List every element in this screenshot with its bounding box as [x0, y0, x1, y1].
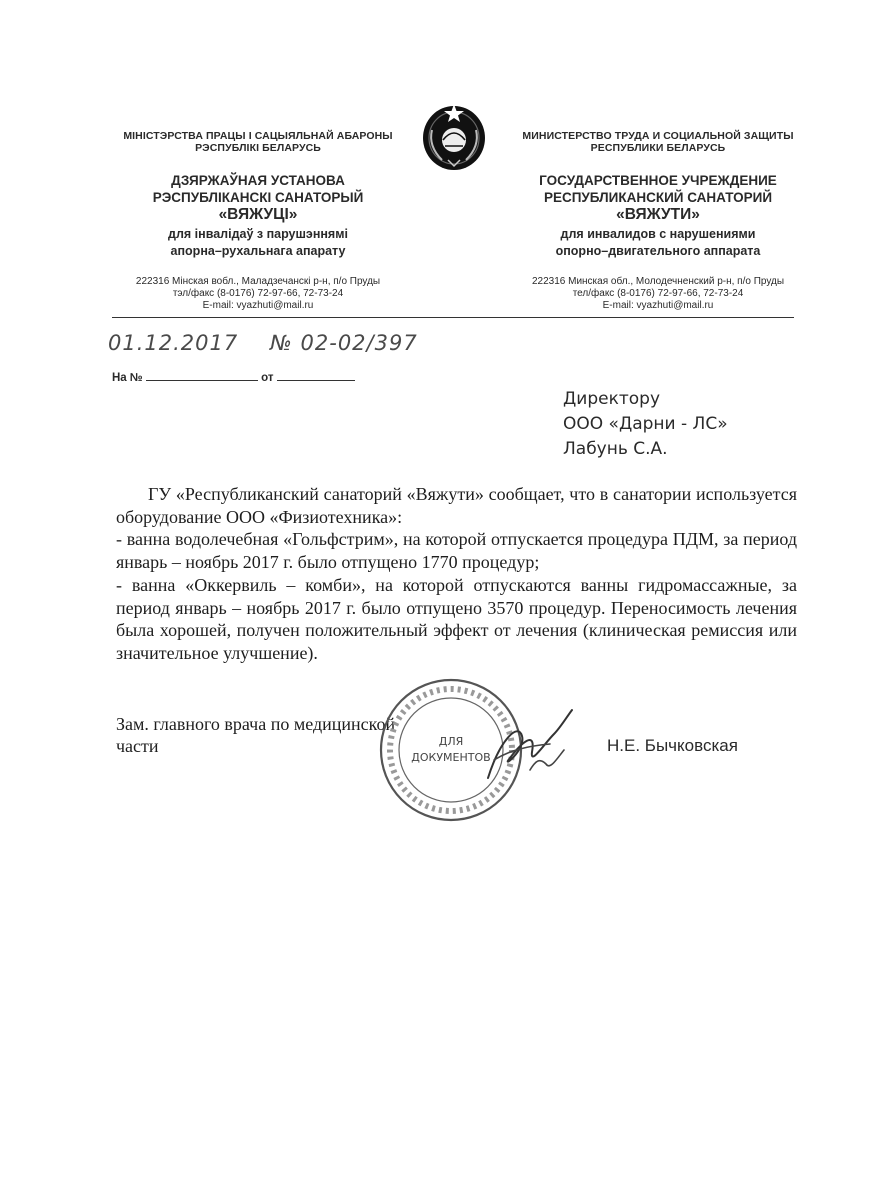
org-short-name: «ВЯЖУЦІ»	[218, 206, 298, 223]
addressee-company: ООО «Дарни - ЛС»	[563, 414, 728, 434]
email-line: E-mail: vyazhuti@mail.ru	[602, 300, 714, 311]
letter-body	[116, 483, 797, 665]
addressee-name: Лабунь С.А.	[563, 439, 668, 459]
org-purpose-line: для інвалідаў з парушэннямі	[168, 227, 348, 241]
equipment-item: - ванна «Оккервиль – комби», на которой отпускаются ванны гидромассажные, за период январь – ноябрь 2017 г. было отпущено 3570 процедур. Переносимость лечения была хорошей, получен положительный эффект от лечения (клиническая ремиссия или значительное улучшение).	[116, 574, 797, 663]
ministry-line: МІНІСТЭРСТВА ПРАЦЫ І САЦЫЯЛЬНАЙ АБАРОНЫ	[123, 130, 393, 142]
org-purpose-line: опорно–двигательного аппарата	[555, 244, 761, 258]
org-name-line: РЭСПУБЛІКАНСКІ САНАТОРЫЙ	[152, 190, 364, 205]
email-line: E-mail: vyazhuti@mail.ru	[202, 300, 314, 311]
state-emblem-icon	[418, 100, 490, 172]
position-line: части	[116, 736, 159, 756]
signatory-position	[116, 713, 395, 757]
address-line: 222316 Мінская вобл., Маладзечанскі р-н, п/о Пруды	[135, 276, 381, 287]
phone-line: тел/факс (8-0176) 72-97-66, 72-73-24	[572, 288, 744, 299]
org-name-line: ГОСУДАРСТВЕННОЕ УЧРЕЖДЕНИЕ	[539, 173, 777, 188]
stamp-text: ДОКУМЕНТОВ	[411, 751, 491, 764]
org-short-name: «ВЯЖУТИ»	[616, 206, 700, 223]
position-line: Зам. главного врача по медицинской	[116, 714, 396, 734]
ministry-line: РЕСПУБЛИКИ БЕЛАРУСЬ	[590, 142, 726, 154]
reply-number-label: На №	[112, 372, 143, 384]
handwritten-signature	[470, 700, 590, 800]
address-line: 222316 Минская обл., Молодечненский р-н, п/о Пруды	[531, 276, 785, 287]
org-purpose-line: апорна–рухальнага апарату	[170, 244, 346, 258]
letterhead-divider	[112, 317, 794, 318]
ministry-line: РЭСПУБЛІКІ БЕЛАРУСЬ	[195, 142, 321, 154]
body-paragraph: ГУ «Республиканский санаторий «Вяжути» сообщает, что в санатории используется оборудование ООО «Физиотехника»:	[116, 484, 797, 527]
org-name-line: РЕСПУБЛИКАНСКИЙ САНАТОРИЙ	[543, 190, 773, 205]
equipment-item: - ванна водолечебная «Гольфстрим», на которой отпускается процедура ПДМ, за период январь – ноябрь 2017 г. было отпущено 1770 процедур;	[116, 529, 797, 573]
addressee-block	[563, 387, 728, 462]
ministry-line: МИНИСТЕРСТВО ТРУДА И СОЦИАЛЬНОЙ ЗАЩИТЫ	[522, 130, 794, 142]
phone-line: тэл/факс (8-0176) 72-97-66, 72-73-24	[172, 288, 344, 299]
stamp-text: ДЛЯ	[438, 735, 464, 748]
letterhead-left	[112, 130, 404, 312]
registration-number: № 02-02/397	[270, 331, 418, 355]
signatory-name: Н.Е. Бычковская	[607, 736, 738, 755]
reply-reference	[112, 370, 355, 384]
addressee-title: Директору	[563, 389, 661, 409]
reply-date-blank	[277, 370, 355, 381]
letterhead-right	[506, 130, 810, 312]
reply-date-label: от	[261, 372, 274, 384]
org-name-line: ДЗЯРЖАЎНАЯ УСТАНОВА	[171, 173, 345, 188]
org-purpose-line: для инвалидов с нарушениями	[560, 227, 756, 241]
registration-date: 01.12.2017	[108, 331, 239, 355]
reply-number-blank	[146, 370, 258, 381]
